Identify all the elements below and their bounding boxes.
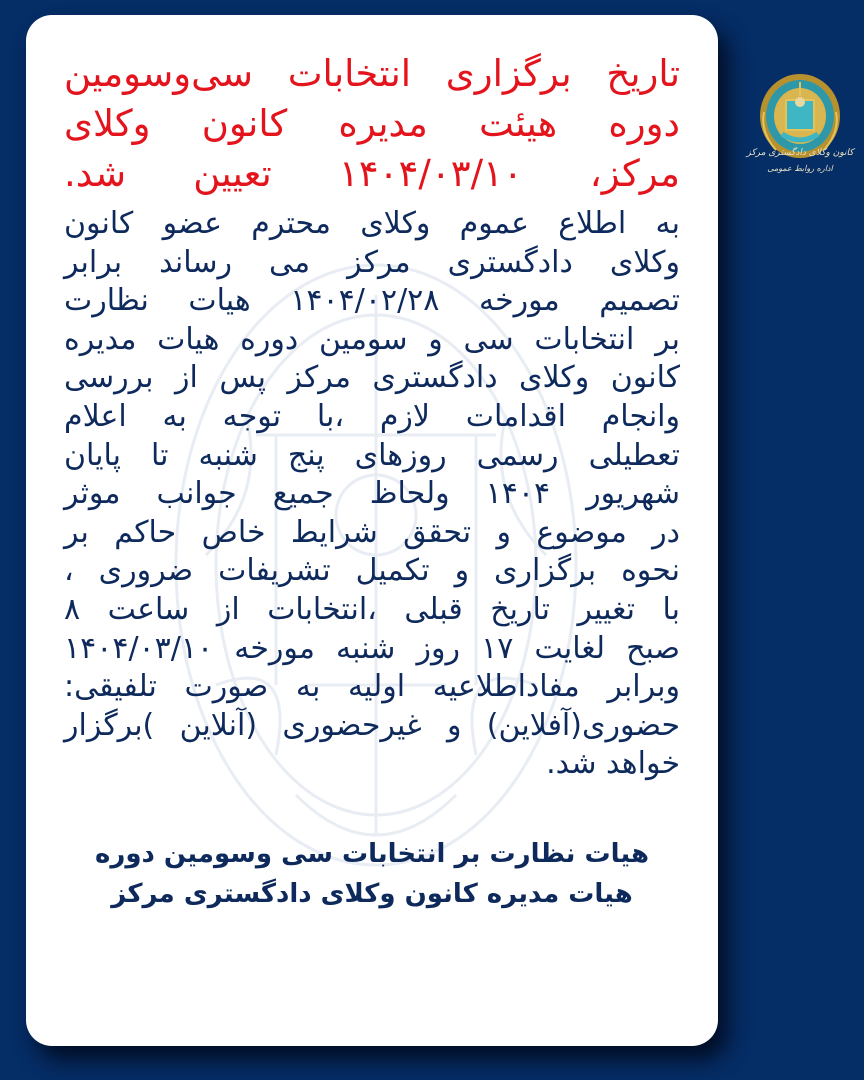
body-line: وبرابر مفاداطلاعیه اولیه به صورت تلفیقی: bbox=[64, 669, 680, 705]
body-line: با تغییر تاریخ قبلی ،انتخابات از ساعت ۸ bbox=[64, 591, 680, 627]
body-line: تصمیم مورخه ۱۴۰۴/۰۲/۲۸ هیات نظارت bbox=[64, 283, 680, 319]
body-line: وکلای دادگستری مرکز می رساند برابر bbox=[64, 244, 680, 280]
title-line: مرکز، ۱۴۰۴/۰۳/۱۰ تعیین شد. bbox=[64, 152, 680, 195]
body-line: تعطیلی رسمی روزهای پنج شنبه تا پایان bbox=[64, 437, 680, 473]
body-line: کانون وکلای دادگستری مرکز پس از بررسی bbox=[64, 360, 680, 396]
body-line: صبح لغایت ۱۷ روز شنبه مورخه ۱۴۰۴/۰۳/۱۰ bbox=[64, 630, 680, 666]
announcement-body bbox=[64, 205, 680, 784]
body-line: بر انتخابات سی و سومین دوره هیات مدیره bbox=[64, 321, 680, 357]
signature bbox=[64, 834, 680, 914]
announcement-card bbox=[26, 15, 718, 1046]
body-line: در موضوع و تحقق شرایط خاص حاکم بر bbox=[64, 514, 680, 550]
body-line: به اطلاع عموم وکلای محترم عضو کانون bbox=[64, 206, 680, 241]
title-line: تاریخ برگزاری انتخابات سی‌وسومین bbox=[64, 52, 680, 95]
signature-line: هیات مدیره کانون وکلای دادگستری مرکز bbox=[111, 878, 633, 909]
body-line: وانجام اقدامات لازم ،با توجه به اعلام bbox=[64, 398, 680, 434]
signature-line: هیات نظارت بر انتخابات سی وسومین دوره bbox=[95, 838, 649, 869]
announcement-title bbox=[64, 49, 680, 199]
logo-caption-organization: کانون وکلای دادگستری مرکز bbox=[746, 148, 854, 158]
title-line: دوره هیئت مدیره کانون وکلای bbox=[64, 102, 680, 145]
body-line: نحوه برگزاری و تکمیل تشریفات ضروری ، bbox=[64, 553, 680, 589]
body-line: شهریور ۱۴۰۴ ولحاظ جمیع جوانب موثر bbox=[64, 476, 680, 512]
body-line: حضوری(آفلاین) و غیرحضوری (آنلاین )برگزار bbox=[64, 707, 680, 743]
logo-caption-department: اداره روابط عمومی bbox=[767, 164, 833, 173]
body-line: خواهد شد. bbox=[546, 746, 680, 782]
